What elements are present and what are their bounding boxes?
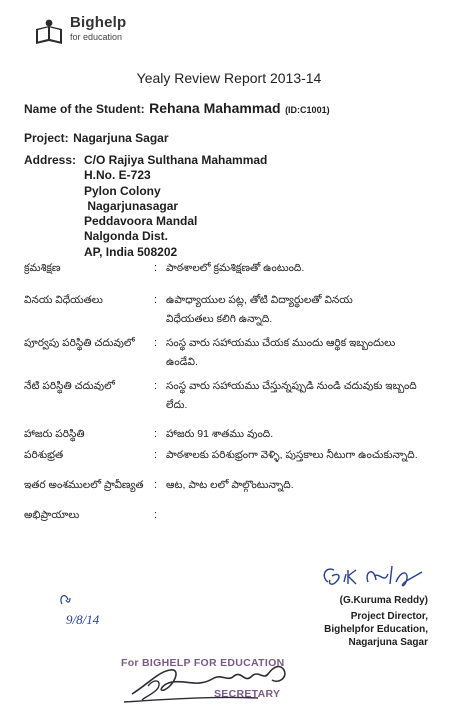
row-value-line: ఆట, పాట లలో పాల్గొంటున్నాది. xyxy=(166,479,294,491)
row-value-line: ఉపాధ్యాయుల పట్ల, తోటి విద్యార్థులతో వినయ xyxy=(166,294,353,306)
secretary-signature xyxy=(118,656,300,708)
stamp-secretary: SECRETARY xyxy=(214,688,281,700)
row-colon: : xyxy=(154,380,158,392)
student-label: Name of the Student: xyxy=(24,102,145,116)
director-block xyxy=(324,594,428,649)
director-org: Bighelpfor Education, xyxy=(324,624,428,635)
row-key-humility: వినయ విధేయతలు xyxy=(24,294,103,306)
address-line: AP, India 508202 xyxy=(84,244,178,259)
row-value-discipline xyxy=(166,259,304,278)
row-value-past-study xyxy=(166,334,395,372)
row-key-present-study: నేటి పరిస్థితి చదువులో xyxy=(24,380,115,392)
address-block xyxy=(84,153,267,260)
project-value: Nagarjuna Sagar xyxy=(73,131,169,145)
row-value-cleanliness xyxy=(166,446,418,465)
logo-name: Bighelp xyxy=(70,14,127,31)
row-value-line: పాఠశాలకు పరిశుభ్రంగా వెళ్ళి, పుస్తకాలు నీటుగా ఉంచుకున్నాది. xyxy=(166,449,418,461)
address-line: Nagarjunasagar xyxy=(84,198,179,213)
row-colon: : xyxy=(154,449,158,461)
row-colon: : xyxy=(154,262,158,274)
row-value-line: లేదు. xyxy=(166,399,188,411)
row-colon: : xyxy=(154,479,158,491)
stamp-org-line: For BIGHELP FOR EDUCATION xyxy=(121,657,285,669)
address-line: H.No. E-723 xyxy=(84,168,151,183)
address-line: Peddavoora Mandal xyxy=(84,214,198,229)
address-line: Nalgonda Dist. xyxy=(84,229,169,244)
row-value-attendance xyxy=(166,425,273,444)
row-value-line: పాఠశాలలో క్రమశిక్షణతో ఉంటుంది. xyxy=(166,262,305,274)
project-label: Project: xyxy=(24,131,69,145)
director-place: Nagarjuna Sagar xyxy=(348,637,428,648)
address-label: Address: xyxy=(24,153,77,167)
director-signature xyxy=(318,562,434,594)
row-key-opinions: అభిప్రాయాలు xyxy=(24,509,80,521)
student-id: (ID:C1001) xyxy=(285,105,330,115)
row-value-other-skills xyxy=(166,476,294,495)
row-key-past-study: పూర్వపు పరిస్థితి చదువులో xyxy=(24,337,135,349)
address-line: C/O Rajiya Sulthana Mahammad xyxy=(84,153,268,167)
row-key-cleanliness: పరిశుభ్రత xyxy=(24,449,64,461)
logo-tagline: for education xyxy=(70,32,123,42)
handwritten-date xyxy=(56,590,112,630)
open-book-icon xyxy=(34,17,64,47)
student-name: Rehana Mahammad xyxy=(149,100,281,116)
director-name: (G.Kuruma Reddy) xyxy=(339,595,428,606)
row-colon: : xyxy=(154,509,158,521)
row-value-line: ఉండేవి. xyxy=(166,356,198,368)
project-line xyxy=(24,129,169,147)
row-colon: : xyxy=(154,428,158,440)
row-value-line: హాజరు 91 శాతము వుంది. xyxy=(166,428,274,440)
address-line: Pylon Colony xyxy=(84,183,161,198)
row-value-humility xyxy=(166,291,353,329)
row-colon: : xyxy=(154,294,158,306)
row-colon: : xyxy=(154,337,158,349)
row-value-line: విధేయతలు కలిగి ఉన్నాది. xyxy=(166,313,273,325)
report-title: Yealy Review Report 2013-14 xyxy=(136,70,322,86)
row-key-attendance: హాజరు పరిస్థితి xyxy=(24,428,85,440)
row-value-line: సంస్థ వారు సహాయము చేస్తున్నప్పుడి నుండి చదువుకు ఇబ్బంది xyxy=(166,380,417,392)
director-title: Project Director, xyxy=(350,611,428,622)
row-value-line: సంస్థ వారు సహాయము చేయక ముందు ఆర్థిక ఇబ్బందులు xyxy=(166,337,396,349)
row-value-present-study xyxy=(166,377,417,415)
row-key-other-skills: ఇతర అంశములలో ప్రావీణ్యత xyxy=(24,479,144,491)
handwritten-date-text: 9/8/14 xyxy=(66,612,100,627)
student-line xyxy=(24,100,330,118)
row-key-discipline: క్రమశిక్షణ xyxy=(24,262,61,274)
